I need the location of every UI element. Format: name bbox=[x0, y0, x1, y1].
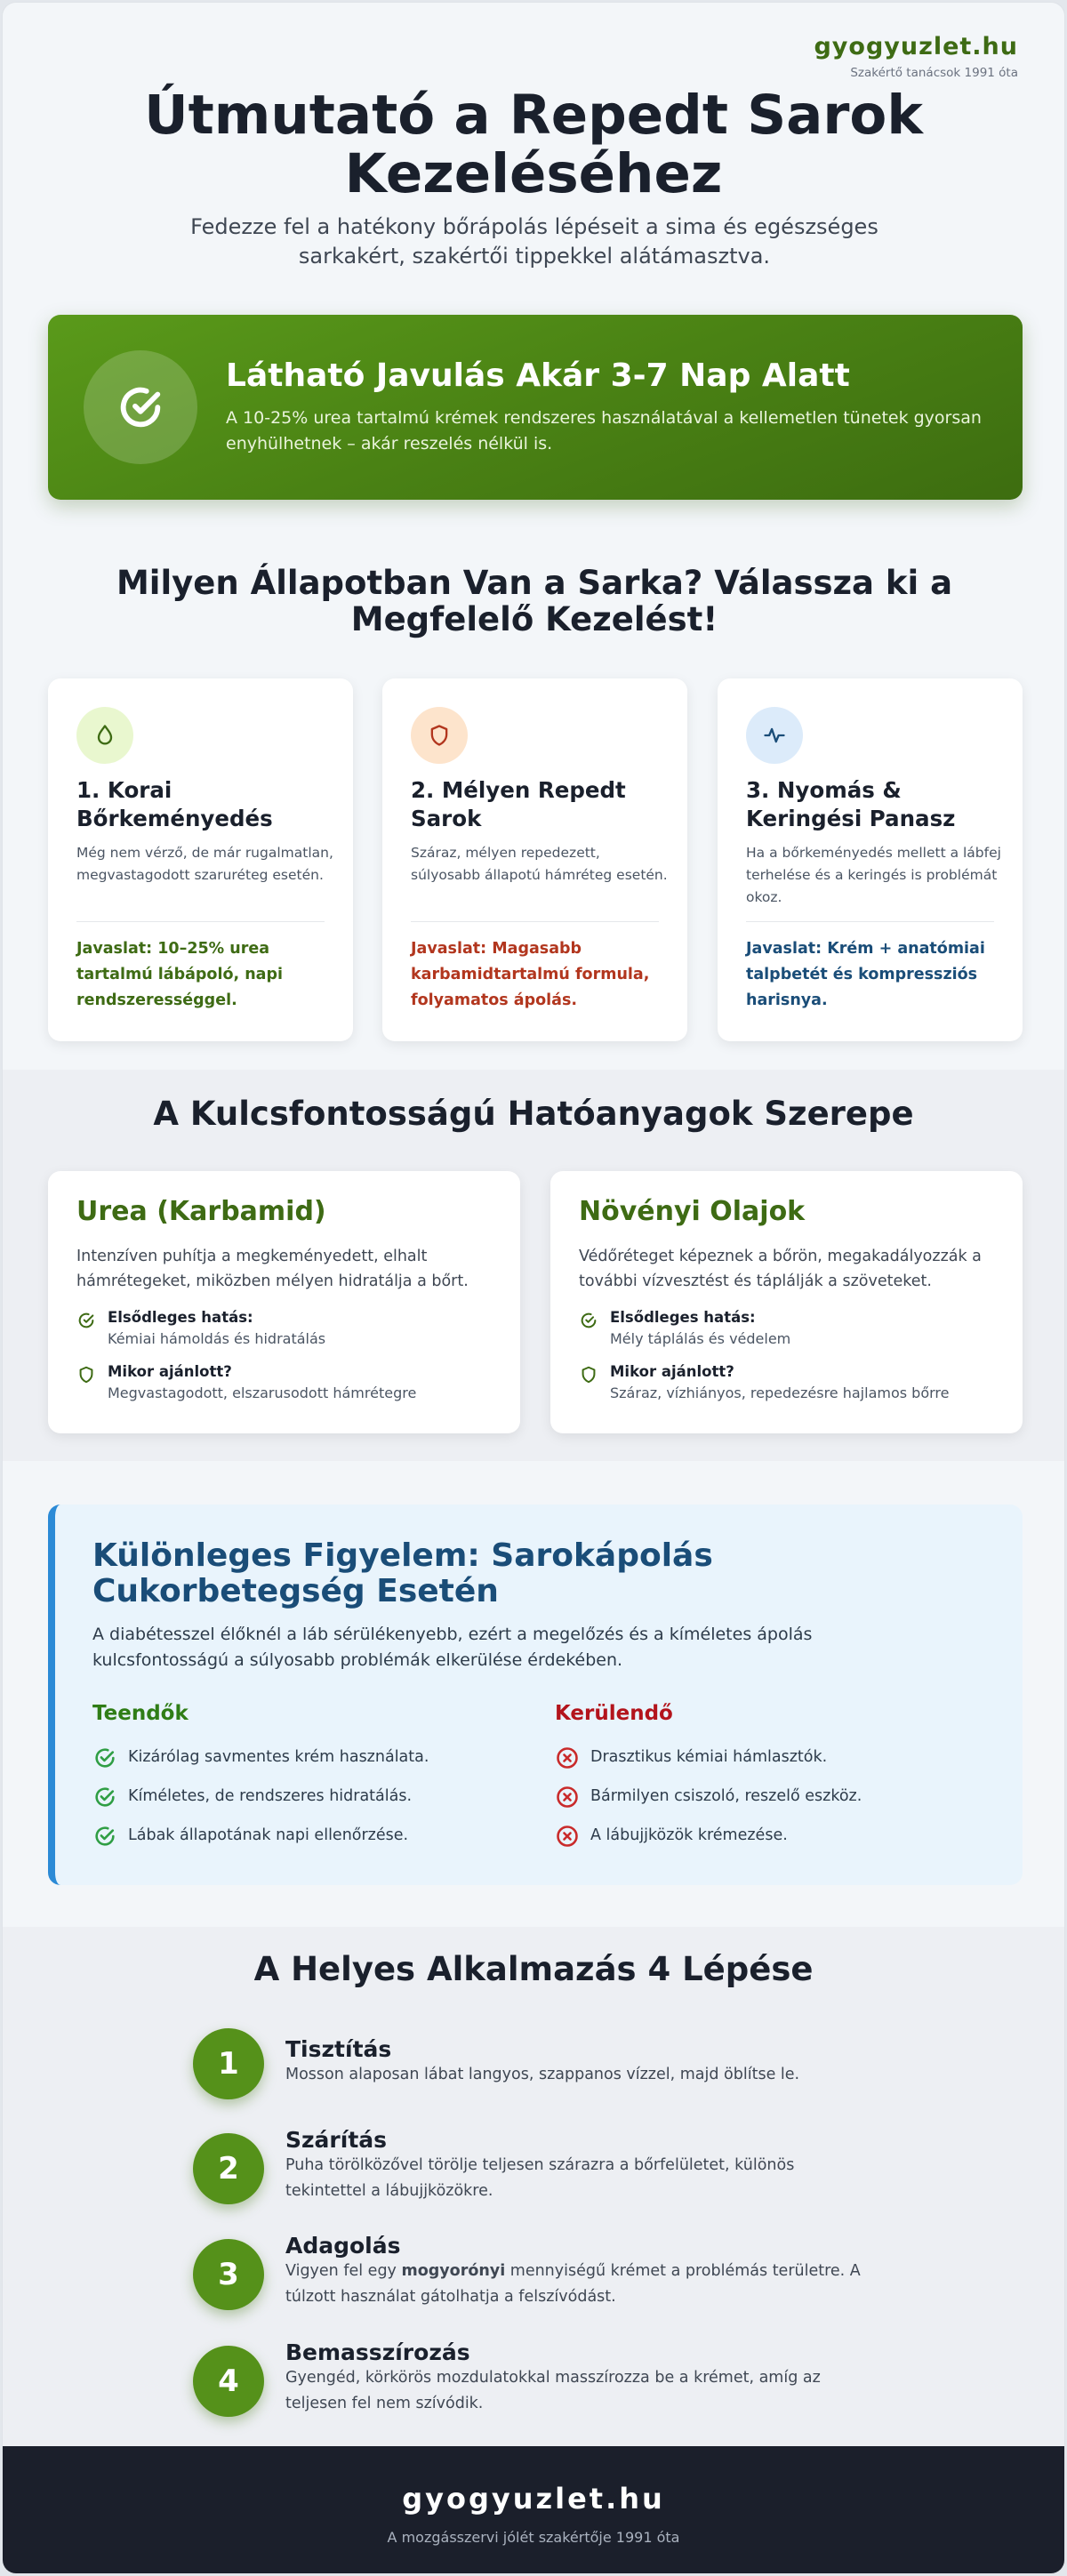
step-text bbox=[285, 2259, 872, 2310]
step-text: Puha törölközővel törölje teljesen szárazra a bőrfelületet, különös tekintettel a lábujjközökre. bbox=[285, 2156, 795, 2200]
diabetes-callout bbox=[48, 1505, 1023, 1885]
ingredient-text: Védőréteget képeznek a bőrön, megakadályozzák a további vízvesztést és táplálják a szöveteket. bbox=[579, 1248, 982, 1290]
check-circle-icon bbox=[92, 1824, 117, 1849]
condition-text: Ha a bőrkeményedés mellett a lábfej terhelése és a keringés is problémát okoz. bbox=[746, 845, 1001, 905]
condition-title: 3. Nyomás & Keringési Panasz bbox=[746, 777, 956, 831]
check-circle-icon bbox=[92, 1785, 117, 1810]
step-number-badge: 1 bbox=[193, 2028, 264, 2099]
shield-icon bbox=[579, 1365, 598, 1384]
avoid-item-text: Drasztikus kémiai hámlasztók. bbox=[590, 1748, 828, 1766]
x-circle-icon bbox=[555, 1785, 580, 1810]
check-circle-icon bbox=[579, 1311, 598, 1330]
footer-brand-name[interactable]: gyogyuzlet.hu bbox=[402, 2482, 665, 2516]
condition-icon-bg bbox=[746, 707, 803, 764]
ingredient-card-oils bbox=[550, 1171, 1023, 1433]
page-title bbox=[3, 86, 1064, 204]
condition-title: 1. Korai Bőrkeményedés bbox=[76, 777, 273, 831]
condition-text: Száraz, mélyen repedezett, súlyosabb állapotú hámréteg esetén. bbox=[411, 845, 668, 883]
avoid-title: Kerülendő bbox=[555, 1702, 673, 1725]
diabetes-title bbox=[92, 1538, 713, 1609]
ingredient-text: Intenzíven puhítja a megkeményedett, elhalt hámrétegeket, miközben mélyen hidratálja a bőrt. bbox=[76, 1248, 469, 1290]
ingredient-card-urea bbox=[48, 1171, 520, 1433]
page-title-line2: Kezeléséhez bbox=[344, 142, 723, 205]
check-circle-icon bbox=[92, 1745, 117, 1770]
improvement-banner bbox=[48, 315, 1023, 500]
condition-recommendation: Javaslat: 10–25% urea tartalmú lábápoló, napi rendszerességgel. bbox=[76, 940, 284, 1009]
steps-title: A Helyes Alkalmazás 4 Lépése bbox=[253, 1950, 814, 1988]
avoid-item-text: A lábujjközök krémezése. bbox=[590, 1826, 788, 1844]
header-brand bbox=[814, 33, 1018, 80]
when-label: Mikor ajánlott? bbox=[610, 1363, 734, 1380]
step-text: Gyengéd, körkörös mozdulatokkal masszírozza be a krémet, amíg az teljesen fel nem szívódik. bbox=[285, 2369, 821, 2412]
when-value: Száraz, vízhiányos, repedezésre hajlamos bőrre bbox=[610, 1384, 950, 1401]
condition-card-pressure[interactable] bbox=[718, 678, 1023, 1041]
divider bbox=[411, 921, 659, 922]
condition-icon-bg bbox=[76, 707, 133, 764]
effect-label: Elsődleges hatás: bbox=[610, 1309, 756, 1326]
step-number-badge: 3 bbox=[193, 2239, 264, 2310]
banner-icon-circle bbox=[84, 350, 197, 464]
effect-label: Elsődleges hatás: bbox=[108, 1309, 253, 1326]
condition-icon-bg bbox=[411, 707, 468, 764]
brand-name[interactable]: gyogyuzlet.hu bbox=[814, 33, 1018, 60]
step-text: Mosson alaposan lábat langyos, szappanos vízzel, majd öblítse le. bbox=[285, 2066, 800, 2083]
condition-recommendation: Javaslat: Magasabb karbamidtartalmú formula, folyamatos ápolás. bbox=[411, 940, 650, 1009]
diabetes-title-line2: Cukorbetegség Esetén bbox=[92, 1573, 499, 1609]
banner-text: A 10-25% urea tartalmú krémek rendszeres használatával a kellemetlen tünetek gyorsan enyhülhetnek – akár reszelés nélkül is. bbox=[226, 408, 982, 453]
effect-value: Mély táplálás és védelem bbox=[610, 1330, 791, 1347]
when-value: Megvastagodott, elszarusodott hámrétegre bbox=[108, 1384, 417, 1401]
do-item-text: Lábak állapotának napi ellenőrzése. bbox=[128, 1826, 409, 1844]
step-text-after: mennyiségű krémet a problémás területre. A túlzott használat gátolhatja a felszívódást. bbox=[285, 2262, 861, 2306]
step-text-before: Vigyen fel egy bbox=[285, 2262, 402, 2280]
pulse-icon bbox=[762, 723, 787, 748]
refresh-check-icon bbox=[76, 1311, 96, 1330]
condition-recommendation: Javaslat: Krém + anatómiai talpbetét és kompressziós harisnya. bbox=[746, 940, 985, 1009]
drop-icon bbox=[92, 723, 117, 748]
diabetes-title-line1: Különleges Figyelem: Sarokápolás bbox=[92, 1537, 713, 1574]
brand-tagline: Szakértő tanácsok 1991 óta bbox=[850, 66, 1018, 80]
x-circle-icon bbox=[555, 1745, 580, 1770]
ingredients-title: A Kulcsfontosságú Hatóanyagok Szerepe bbox=[153, 1095, 914, 1133]
avoid-item-text: Bármilyen csiszoló, reszelő eszköz. bbox=[590, 1787, 862, 1805]
page-subtitle: Fedezze fel a hatékony bőrápolás lépéseit a sima és egészséges sarkakért, szakértői tippekkel alátámasztva. bbox=[190, 214, 878, 269]
step-text-bold: mogyorónyi bbox=[401, 2262, 506, 2280]
footer-tagline: A mozgásszervi jólét szakértője 1991 óta bbox=[387, 2529, 680, 2546]
condition-text: Még nem vérző, de már rugalmatlan, megvastagodott szaruréteg esetén. bbox=[76, 845, 333, 883]
step-title: Bemasszírozás bbox=[285, 2339, 470, 2365]
divider bbox=[76, 921, 325, 922]
step-title: Adagolás bbox=[285, 2233, 401, 2259]
shield-icon bbox=[76, 1365, 96, 1384]
refresh-check-icon bbox=[115, 381, 166, 433]
effect-value: Kémiai hámoldás és hidratálás bbox=[108, 1330, 326, 1347]
condition-title: 2. Mélyen Repedt Sarok bbox=[411, 777, 626, 831]
footer bbox=[3, 2446, 1064, 2574]
when-label: Mikor ajánlott? bbox=[108, 1363, 232, 1380]
shield-icon bbox=[427, 723, 452, 748]
do-item-text: Kíméletes, de rendszeres hidratálás. bbox=[128, 1787, 413, 1805]
banner-title: Látható Javulás Akár 3-7 Nap Alatt bbox=[226, 357, 850, 394]
divider bbox=[746, 921, 994, 922]
step-number-badge: 2 bbox=[193, 2133, 264, 2204]
condition-card-deep-cracks[interactable] bbox=[382, 678, 687, 1041]
condition-card-early[interactable] bbox=[48, 678, 353, 1041]
page-title-line1: Útmutató a Repedt Sarok bbox=[144, 84, 923, 147]
diabetes-text: A diabétesszel élőknél a láb sérülékenyebb, ezért a megelőzés és a kíméletes ápolás kulcsfontosságú a súlyosabb problémák elkerülése érdekében. bbox=[92, 1625, 813, 1670]
step-title: Tisztítás bbox=[285, 2036, 392, 2062]
conditions-title: Milyen Állapotban Van a Sarka? Válassza ki a Megfelelő Kezelést! bbox=[116, 564, 953, 638]
do-item-text: Kizárólag savmentes krém használata. bbox=[128, 1748, 429, 1766]
ingredient-title: Urea (Karbamid) bbox=[76, 1196, 326, 1227]
ingredient-title: Növényi Olajok bbox=[579, 1196, 806, 1227]
x-circle-icon bbox=[555, 1824, 580, 1849]
step-title: Szárítás bbox=[285, 2127, 388, 2153]
do-title: Teendők bbox=[92, 1702, 189, 1725]
infographic-page bbox=[2, 2, 1065, 2574]
step-number-badge: 4 bbox=[193, 2346, 264, 2417]
